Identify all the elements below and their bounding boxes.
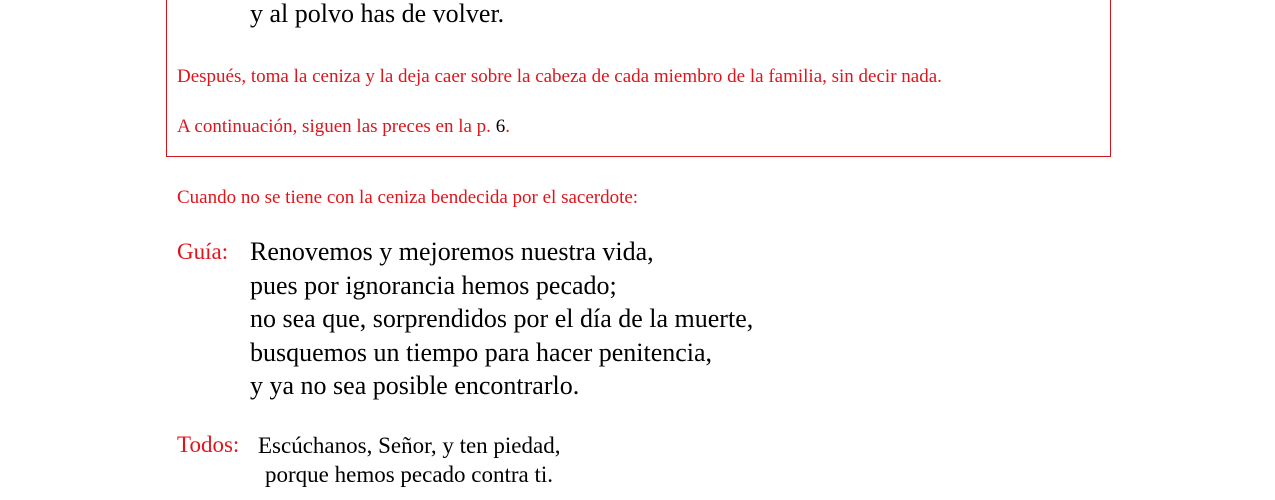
guide-line: pues por ignorancia hemos pecado; (250, 270, 617, 300)
verse-line-final: y al polvo has de volver. (250, 0, 505, 28)
page-reference: 6 (495, 116, 506, 137)
all-response-line: Escúchanos, Señor, y ten piedad, (258, 433, 561, 458)
speaker-guide: Guía: (177, 239, 229, 264)
guide-line: Renovemos y mejoremos nuestra vida, (250, 237, 654, 266)
speaker-all: Todos: (177, 432, 240, 457)
rubric-no-ashes: Cuando no se tiene con la ceniza bendecida por el sacerdote: (177, 187, 639, 208)
guide-line: y ya no sea posible encontrarlo. (250, 371, 580, 400)
guide-verse (250, 235, 753, 403)
rubric-continue-line (177, 115, 510, 139)
guide-line: busquemos un tiempo para hacer penitencia, (250, 337, 713, 367)
rubric-ashes: Después, toma la ceniza y la deja caer sobre la cabeza de cada miembro de la familia, sin decir nada. (177, 66, 942, 87)
guide-line: no sea que, sorprendidos por el día de la muerte, (250, 304, 754, 333)
rubric-period: . (505, 116, 510, 137)
all-response-line: porque hemos pecado contra ti. (265, 462, 554, 487)
rubric-continue: A continuación, siguen las preces en la p. (177, 116, 491, 137)
